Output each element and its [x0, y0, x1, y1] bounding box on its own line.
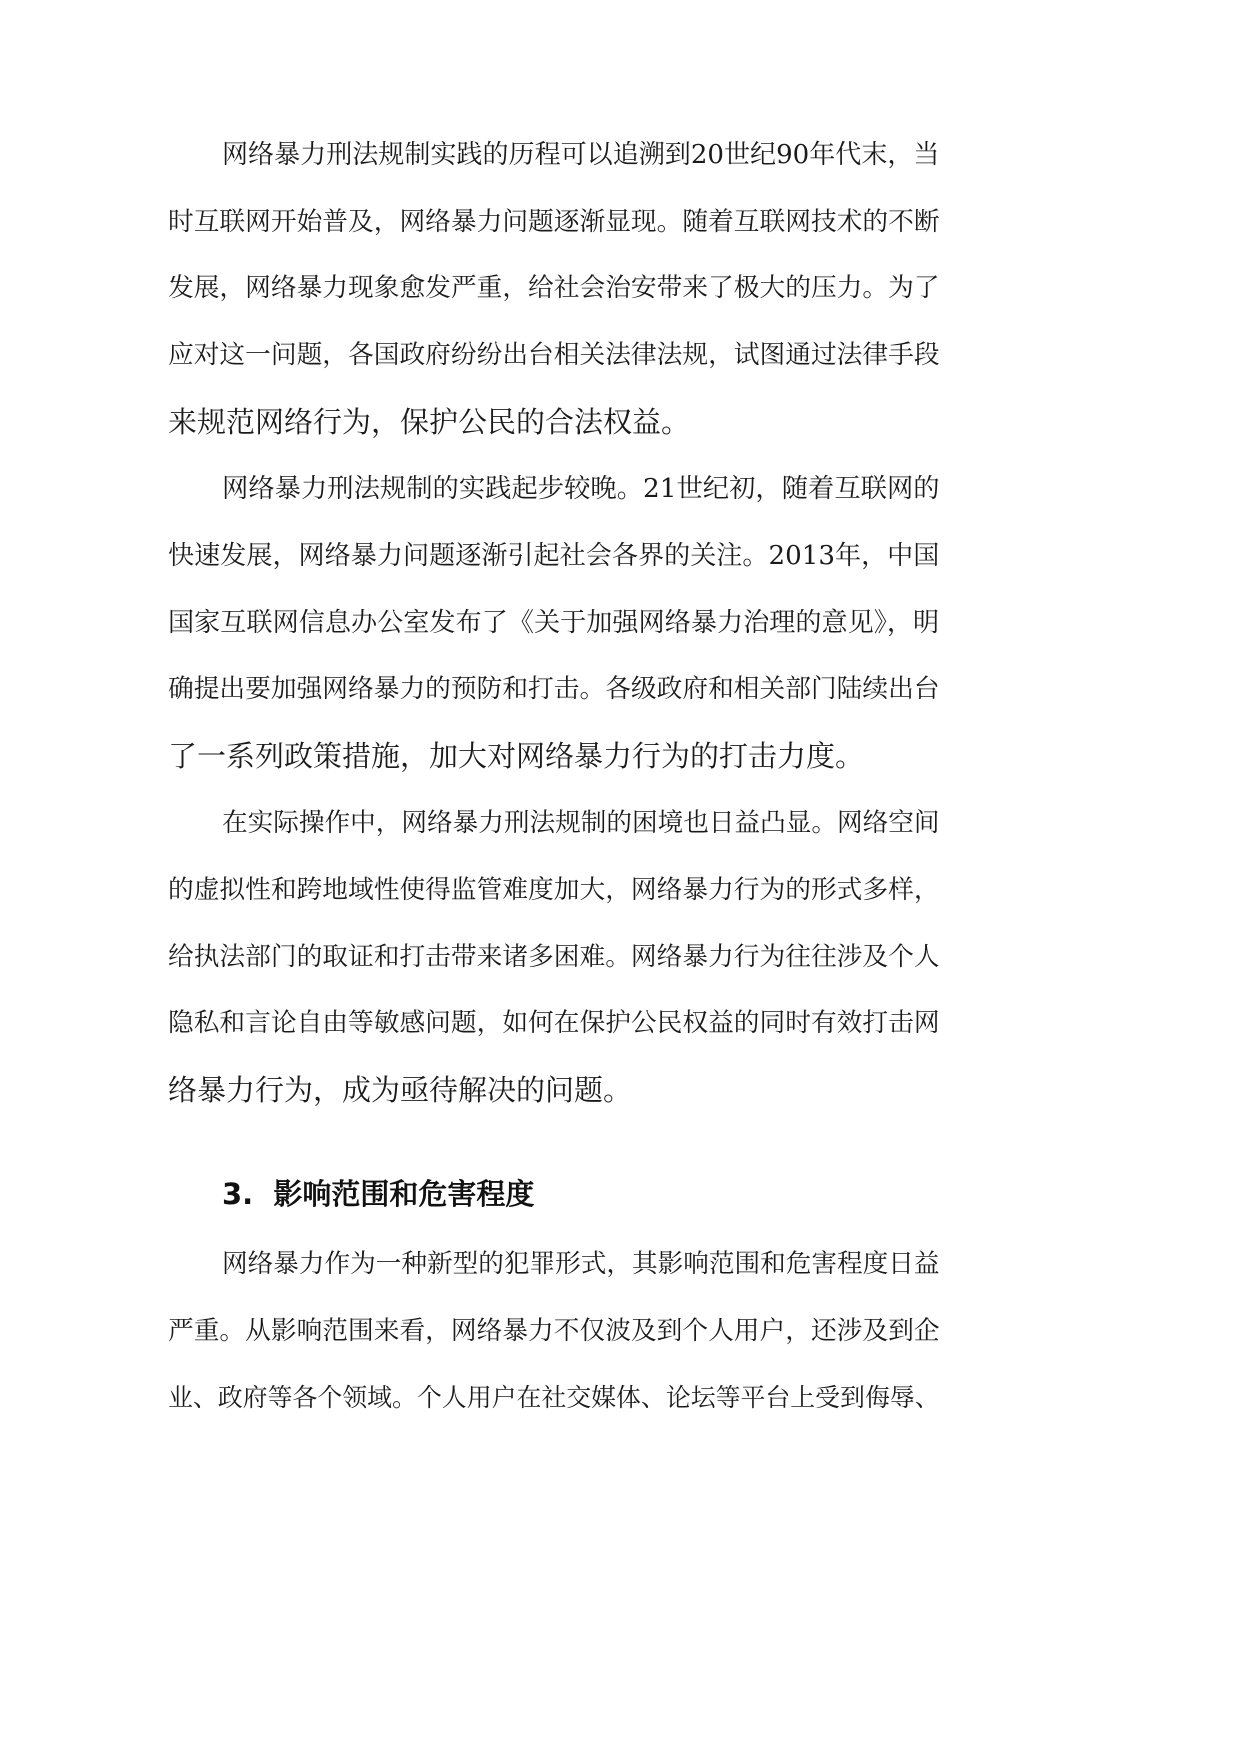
paragraph-4-line-1: 网络暴力作为一种新型的犯罪形式，其影响范围和危害程度日益: [222, 1249, 940, 1279]
paragraph-1-line-3: 发展，网络暴力现象愈发严重，给社会治安带来了极大的压力。为了: [168, 273, 940, 303]
paragraph-3-line-4: 隐私和言论自由等敏感问题，如何在保护公民权益的同时有效打击网: [168, 1008, 940, 1038]
paragraph-2-line-5: 了一系列政策措施，加大对网络暴力行为的打击力度。: [168, 739, 865, 773]
paragraph-3-line-2: 的虚拟性和跨地域性使得监管难度加大，网络暴力行为的形式多样，: [168, 875, 940, 905]
paragraph-2-line-3: 国家互联网信息办公室发布了《关于加强网络暴力治理的意见》，明: [168, 608, 940, 638]
paragraph-1-line-5: 来规范网络行为，保护公民的合法权益。: [168, 405, 691, 439]
paragraph-4-line-3: 业、政府等各个领域。个人用户在社交媒体、论坛等平台上受到侮辱、: [168, 1383, 940, 1412]
paragraph-3-line-5: 络暴力行为，成为亟待解决的问题。: [168, 1073, 633, 1107]
paragraph-4-line-2: 严重。从影响范围来看，网络暴力不仅波及到个人用户，还涉及到企: [168, 1316, 940, 1346]
section-heading-3: 3. 影响范围和危害程度: [222, 1177, 535, 1211]
paragraph-1-line-4: 应对这一问题，各国政府纷纷出台相关法律法规，试图通过法律手段: [168, 340, 940, 370]
paragraph-3-line-1: 在实际操作中，网络暴力刑法规制的困境也日益凸显。网络空间: [222, 808, 940, 838]
paragraph-2-line-4: 确提出要加强网络暴力的预防和打击。各级政府和相关部门陆续出台: [168, 674, 940, 704]
paragraph-2-line-1: 网络暴力刑法规制的实践起步较晚。21世纪初，随着互联网的: [222, 474, 940, 504]
paragraph-1-line-2: 时互联网开始普及，网络暴力问题逐渐显现。随着互联网技术的不断: [168, 207, 940, 237]
paragraph-1-line-1: 网络暴力刑法规制实践的历程可以追溯到20世纪90年代末，当: [222, 140, 940, 170]
paragraph-3-line-3: 给执法部门的取证和打击带来诸多困难。网络暴力行为往往涉及个人: [168, 942, 940, 972]
paragraph-2-line-2: 快速发展，网络暴力问题逐渐引起社会各界的关注。2013年，中国: [168, 541, 940, 571]
